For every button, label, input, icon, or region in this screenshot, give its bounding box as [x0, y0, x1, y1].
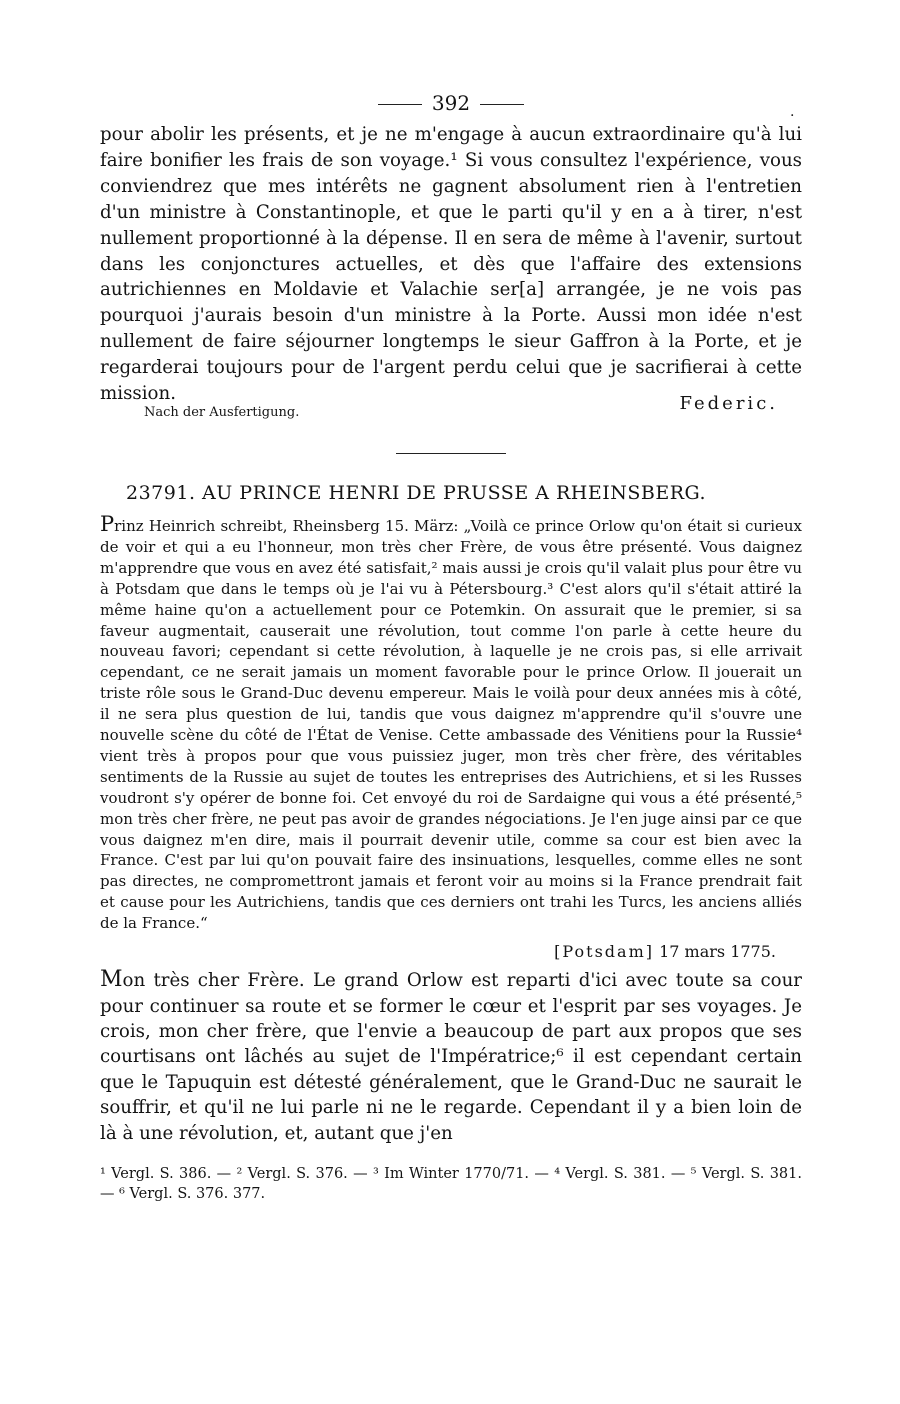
header-dash-left: [378, 104, 422, 105]
signature: Federic.: [679, 392, 778, 414]
letter-heading: 23791. AU PRINCE HENRI DE PRUSSE A RHEINSBERG.: [126, 481, 707, 504]
section-divider: [396, 453, 506, 454]
footnotes: ¹ Vergl. S. 386. — ² Vergl. S. 376. — ³ Im Winter 1770/71. — ⁴ Vergl. S. 381. — ⁵ Vergl. S. 381. — ⁶ Vergl. S. 376. 377.: [100, 1165, 802, 1202]
page: [100, 88, 802, 1204]
page-number: 392: [431, 91, 471, 115]
date-place: [Potsdam]: [554, 942, 654, 962]
quoted-letter: [100, 511, 802, 934]
quote-initial: P: [100, 511, 115, 536]
header-dash-right: [480, 104, 524, 105]
letter-text: on très cher Frère. Le grand Orlow est reparti d'ici avec toute sa cour pour continuer sa route et se former le cœur et l'esprit par ses voyages. Je crois, mon cher frère, que l'envie a beaucoup de part aux propos que ses courtisans ont lâchés au sujet de l'Impératrice;⁶ il est cependant certain que le Tapuquin est détesté généralement, que le Grand-Duc ne saurait le souffrir, et qu'il ne lui parle ni ne le regarde. Cependant il y a bien loin de là à une révolution, et, autant que j'en: [100, 970, 802, 1144]
letter-body-continued: pour abolir les présents, et je ne m'engage à aucun extraordinaire qu'à lui faire bonifier les frais de son voyage.¹ Si vous consultez l'expérience, vous conviendrez que mes intérêts ne gagnent absolument rien à l'entretien d'un ministre à Constantinople, et que le parti qu'il y en a à tirer, n'est nullement proportionné à la dépense. Il en sera de même à l'avenir, surtout dans les conjonctures actuelles, et dès que l'affaire des extensions autrichiennes en Moldavie et Valachie ser[a] arrangée, je ne vois pas pourquoi j'aurais besoin d'un ministre à la Porte. Aussi mon idée n'est nullement de faire séjourner longtemps le sieur Gaffron à la Porte, et je regarderai toujours pour de l'argent perdu celui que je sacrifierai à cette mission.: [100, 124, 802, 405]
page-header: [100, 88, 802, 118]
signature-row: [100, 392, 802, 429]
date-rest: 17 mars 1775.: [659, 942, 776, 962]
letter-body: [100, 967, 802, 1146]
stray-dot: .: [790, 104, 795, 120]
quote-text: rinz Heinrich schreibt, Rheinsberg 15. März: „Voilà ce prince Orlow qu'on était si curieux de voir et qui a eu l'honneur, mon très cher Frère, de vous être présenté. Vous daignez m'apprendre que vous en avez été satisfait,² mais aussi je crois qu'il valait plus pour être vu à Potsdam que dans le temps où je l'ai vu à Pétersbourg.³ C'est alors qu'il s'était attiré la même haine qu'on a actuellement pour ce Potemkin. On assurait que le premier, si sa faveur augmentait, causerait une révolution, tout comme l'on parle à cette heure du nouveau favori; cependant si cette révolution, à laquelle je ne crois pas, si elle arrivait cependant, ce ne serait jamais un moment favorable pour le prince Orlow. Il jouerait un triste rôle sous le Grand-Duc devenu empereur. Mais le voilà pour deux années mis à côté, il ne sera plus question de lui, tandis que vous daignez m'apprendre qu'il s'ouvre une nouvelle scène du côté de l'État de Venise. Cette ambassade des Vénitiens pour la Russie⁴ vient très à propos pour que vous puissiez juger, mon très cher frère, des véritables sentiments de la Russie au sujet de toutes les entreprises des Autrichiens, et si les Russes voudront s'y opérer de bonne foi. Cet envoyé du roi de Sardaigne qui vous a été présenté,⁵ mon très cher frère, ne peut pas avoir de grandes négociations. Je l'en juge ainsi par ce que vous daignez m'en dire, mais il pourrait devenir utile, comme sa cour est bien avec la France. C'est par lui qu'on pouvait faire des insinuations, lesquelles, comme elles ne sont pas directes, ne compromettront jamais et feront voir au moins si la France prendrait fait et cause pour les Autrichiens, tandis que ces derniers ont trahi les Turcs, les anciens alliés de la France.“: [100, 516, 802, 933]
letter-initial: M: [100, 967, 123, 993]
source-note: Nach der Ausfertigung.: [144, 404, 300, 420]
date-line: [100, 942, 802, 961]
